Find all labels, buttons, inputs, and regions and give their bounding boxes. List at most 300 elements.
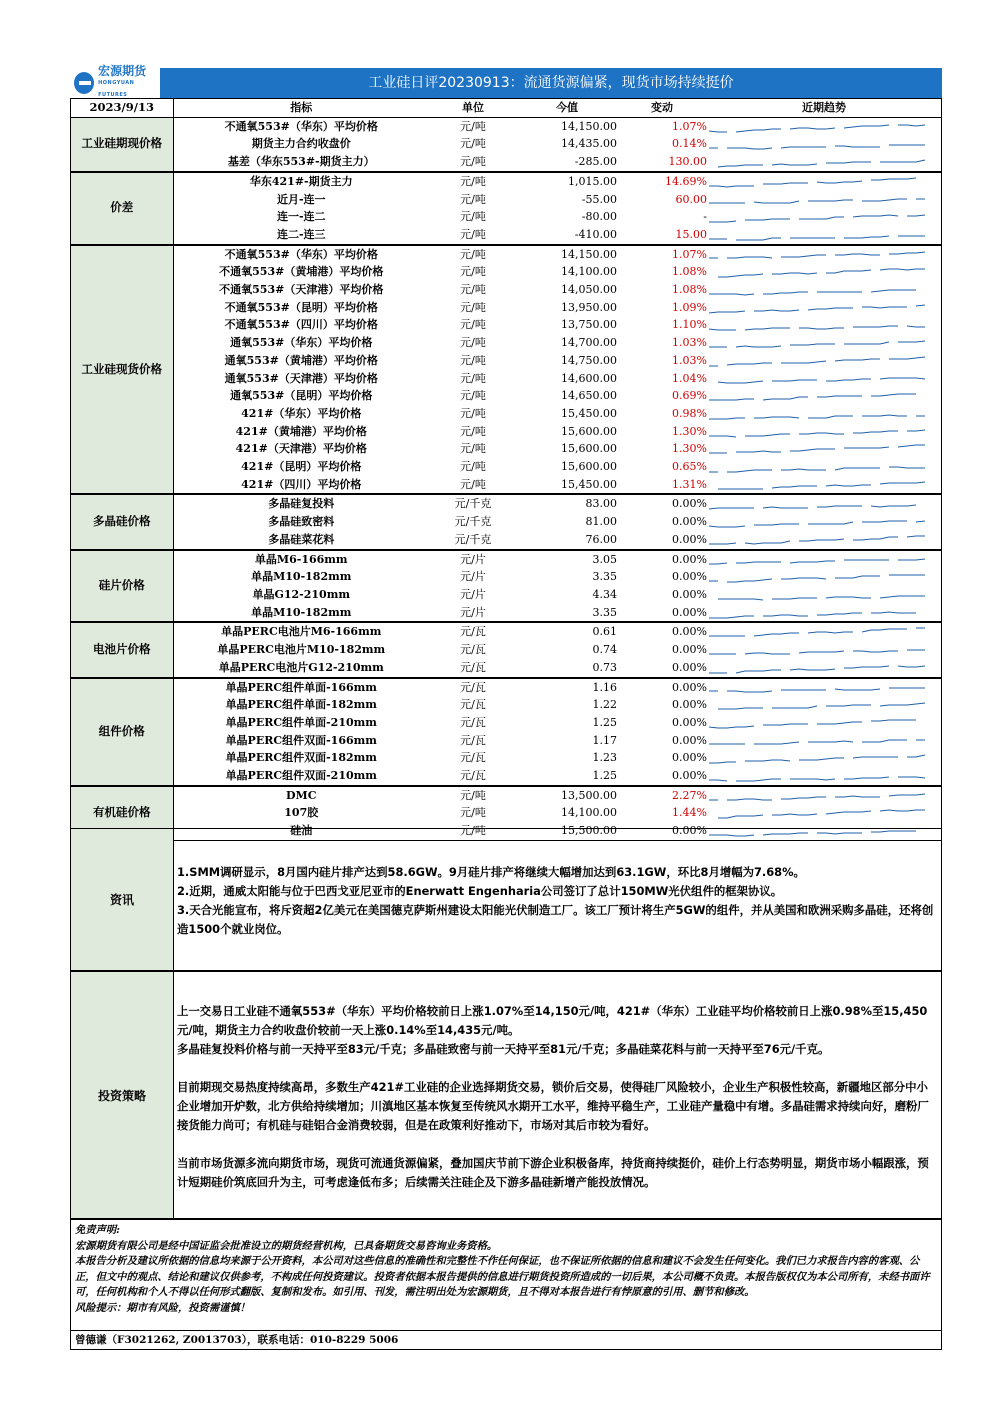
header-unit: 单位	[429, 99, 517, 117]
unit-cell: 元/吨	[460, 155, 486, 169]
unit-cell: 元/瓦	[460, 733, 486, 747]
value-cell: 76.00	[585, 532, 617, 546]
table-row	[71, 334, 941, 352]
indicator-name: 单晶PERC组件双面-166mm	[225, 733, 377, 747]
sparkline-path	[709, 559, 925, 564]
indicator-name: DMC	[173, 786, 429, 805]
table-row	[71, 714, 941, 732]
value-cell: 13,750.00	[561, 318, 617, 332]
sparkline-path	[718, 703, 925, 709]
indicator-name: 421#（四川）平均价格	[241, 477, 362, 491]
value-cell: 15,600.00	[561, 424, 617, 438]
strategy-paragraph: 目前期现交易热度持续高昂，多数生产421#工业硅的企业选择期货交易，锁价后交易，使得硅厂风险较小，企业生产积极性较高，新疆地区部分中小企业增加开炉数，北方供给持续增加；川滇地区基本恢复至传统风水期开工水平，维持平稳生产，工业硅产量稳中有增。多晶硅需求持续向好，磨粉厂接货能力尚可；有机硅与硅铝合金消费较弱，但是在政策利好推动下，市场对其后市较为看好。	[177, 1080, 929, 1132]
value-cell: 4.34	[592, 587, 617, 601]
sparkline-path	[709, 755, 925, 763]
unit-cell: 元/千克	[454, 515, 492, 529]
table-row	[71, 786, 941, 805]
sparkline	[707, 570, 929, 584]
change-cell: 1.03%	[672, 353, 707, 367]
indicator-name: 不通氧553#（华东）平均价格	[173, 245, 429, 264]
sparkline	[707, 283, 929, 297]
indicator-name: 基差（华东553#-期货主力）	[227, 155, 375, 169]
sparkline	[707, 228, 929, 242]
sparkline-path	[709, 341, 925, 347]
indicator-name: 421#（天津港）平均价格	[235, 442, 367, 456]
sparkline	[707, 751, 929, 765]
sparkline-path	[709, 777, 925, 781]
sparkline-path	[709, 794, 925, 800]
indicator-name: 单晶PERC电池片G12-210mm	[218, 660, 384, 674]
sparkline	[707, 336, 929, 350]
table-row	[71, 316, 941, 334]
sparkline	[707, 643, 929, 657]
sparkline-path	[718, 269, 925, 277]
indicator-name: 不通氧553#（华东）平均价格	[224, 119, 378, 133]
indicator-name: 单晶PERC电池片M6-166mm	[173, 622, 429, 641]
indicator-name: 421#（昆明）平均价格	[241, 460, 362, 474]
sparkline	[707, 318, 929, 332]
indicator-name: 通氧553#（昆明）平均价格	[230, 389, 373, 403]
sparkline	[707, 588, 929, 602]
unit-cell: 元/吨	[460, 824, 486, 838]
logo-icon	[74, 72, 94, 94]
logo-text: 宏源期货	[98, 64, 147, 78]
table-row	[71, 767, 941, 786]
table-row	[71, 641, 941, 659]
unit-cell: 元/吨	[460, 192, 486, 206]
sparkline	[707, 371, 929, 385]
indicator-name: 通氧553#（华东）平均价格	[230, 336, 373, 350]
change-cell: 0.14%	[672, 137, 707, 151]
value-cell: 14,600.00	[561, 371, 617, 385]
sparkline-path	[709, 445, 925, 453]
disclaimer-line: 宏源期货有限公司是经中国证监会批准设立的期货经营机构，已具备期货交易咨询业务资格。	[75, 1239, 498, 1252]
change-cell: 0.00%	[672, 698, 707, 712]
value-cell: 1.23	[592, 751, 617, 765]
change-cell: 0.00%	[617, 622, 707, 641]
change-cell: 0.00%	[672, 587, 707, 601]
indicator-name: 单晶M10-182mm	[251, 605, 352, 619]
value-cell: 14,100.00	[561, 806, 617, 820]
risk-warning: 风险提示：期市有风险，投资需谨慎！	[75, 1301, 251, 1314]
unit-cell: 元/吨	[460, 336, 486, 350]
sparkline-path	[709, 521, 925, 527]
value-cell: 83.00	[517, 494, 617, 513]
sparkline	[707, 497, 929, 511]
table-row	[71, 370, 941, 388]
category-label: 电池片价格	[71, 622, 173, 677]
category-label: 工业硅期现价格	[71, 117, 173, 172]
sparkline-path	[718, 482, 925, 489]
sparkline-path	[709, 415, 925, 419]
unit-cell: 元/吨	[460, 460, 486, 474]
table-row	[71, 550, 941, 569]
table-row	[71, 732, 941, 750]
table-row	[71, 245, 941, 264]
indicator-name: 通氧553#（黄埔港）平均价格	[224, 353, 378, 367]
sparkline	[707, 716, 929, 730]
change-cell: 1.30%	[672, 442, 707, 456]
unit-cell: 元/千克	[429, 494, 517, 513]
strategy-paragraph: 上一交易日工业硅不通氧553#（华东）平均价格较前日上涨1.07%至14,150元/吨，421#（华东）工业硅平均价格较前日上涨0.98%至15,450元/吨，期货主力合约收盘价较前一天上涨0.14%至14,435元/吨。	[177, 1004, 928, 1037]
value-cell: 0.61	[517, 622, 617, 641]
disclaimer	[70, 1219, 942, 1331]
indicator-name: 421#（华东）平均价格	[241, 406, 362, 420]
table-row	[71, 387, 941, 405]
unit-cell: 元/瓦	[460, 660, 486, 674]
value-cell: 14,150.00	[517, 245, 617, 264]
unit-cell: 元/吨	[460, 477, 486, 491]
indicator-name: 单晶PERC组件双面-210mm	[225, 769, 377, 783]
unit-cell: 元/片	[460, 570, 486, 584]
news-item: 3.天合光能宣布，将斥资超2亿美元在美国德克萨斯州建设太阳能光伏制造工厂。该工厂预计将生产5GW的组件，并从美国和欧洲采购多晶硅，还将创造1500个就业岗位。	[177, 903, 934, 936]
news-item: 2.近期，通威太阳能与位于巴西戈亚尼亚市的Enerwatt Engenharia公司签订了总计150MW光伏组件的框架协议。	[177, 884, 783, 898]
table-row	[71, 622, 941, 641]
sparkline	[707, 533, 929, 547]
sparkline-path	[709, 575, 925, 582]
unit-cell: 元/吨	[460, 227, 486, 241]
sparkline	[707, 407, 929, 421]
indicator-name: 107胶	[284, 806, 319, 820]
value-cell: 1.16	[517, 678, 617, 697]
table-row	[71, 263, 941, 281]
value-cell: 1.22	[592, 698, 617, 712]
change-cell: 1.10%	[672, 318, 707, 332]
change-cell: 0.65%	[672, 460, 707, 474]
unit-cell: 元/吨	[429, 245, 517, 264]
change-cell: 0.00%	[672, 570, 707, 584]
sparkline	[707, 698, 929, 712]
table-row	[71, 405, 941, 423]
sparkline-path	[709, 430, 925, 437]
change-cell: 0.00%	[672, 532, 707, 546]
table-row	[71, 531, 941, 550]
sparkline	[707, 210, 929, 224]
table-row	[71, 458, 941, 476]
value-cell: 3.35	[592, 605, 617, 619]
sparkline-path	[709, 688, 925, 692]
change-cell: 0.00%	[672, 605, 707, 619]
unit-cell: 元/吨	[429, 172, 517, 191]
unit-cell: 元/瓦	[460, 698, 486, 712]
indicator-name: 多晶硅复投料	[173, 494, 429, 513]
category-label: 价差	[71, 172, 173, 245]
change-cell: 0.98%	[672, 406, 707, 420]
sparkline-path	[709, 290, 925, 295]
change-cell: 0.00%	[672, 643, 707, 657]
sparkline-path	[709, 326, 925, 330]
unit-cell: 元/吨	[460, 424, 486, 438]
change-cell: 0.69%	[672, 389, 707, 403]
header-value: 今值	[517, 99, 617, 117]
sparkline-path	[709, 145, 925, 149]
change-cell: 1.09%	[672, 300, 707, 314]
indicator-name: 不通氧553#（昆明）平均价格	[224, 300, 378, 314]
indicator-name: 不通氧553#（黄埔港）平均价格	[219, 265, 384, 279]
change-cell: 1.04%	[672, 371, 707, 385]
header-change: 变动	[617, 99, 707, 117]
sparkline	[707, 680, 929, 694]
unit-cell: 元/千克	[454, 532, 492, 546]
sparkline-path	[709, 357, 925, 366]
sparkline-path	[709, 536, 925, 544]
value-cell: 14,750.00	[561, 353, 617, 367]
change-cell: 1.44%	[672, 806, 707, 820]
unit-cell: 元/吨	[460, 119, 486, 133]
indicator-name: 单晶PERC电池片M10-182mm	[217, 643, 386, 657]
indicator-name: 421#（黄埔港）平均价格	[235, 424, 367, 438]
unit-cell: 元/瓦	[429, 622, 517, 641]
indicator-name: 单晶G12-210mm	[252, 587, 350, 601]
sparkline-path	[709, 125, 925, 132]
header-trend: 近期趋势	[707, 99, 941, 117]
sparkline	[707, 733, 929, 747]
sparkline-path	[709, 628, 925, 636]
table-row	[71, 423, 941, 441]
sparkline	[707, 137, 929, 151]
value-cell: -285.00	[574, 155, 617, 169]
sparkline	[707, 301, 929, 315]
unit-cell: 元/瓦	[460, 769, 486, 783]
change-cell: 14.69%	[617, 172, 707, 191]
table-row	[71, 696, 941, 714]
value-cell: 1,015.00	[517, 172, 617, 191]
sparkline	[707, 354, 929, 368]
unit-cell: 元/吨	[460, 353, 486, 367]
sparkline	[707, 155, 929, 169]
unit-cell: 元/瓦	[460, 643, 486, 657]
change-cell: 1.08%	[672, 283, 707, 297]
table-row	[71, 191, 941, 209]
indicator-name: 期货主力合约收盘价	[251, 137, 351, 151]
unit-cell: 元/吨	[460, 406, 486, 420]
sparkline	[707, 120, 929, 134]
sparkline	[707, 769, 929, 783]
unit-cell: 元/吨	[460, 318, 486, 332]
table-row	[71, 749, 941, 767]
unit-cell: 元/瓦	[460, 751, 486, 765]
change-cell: 0.00%	[617, 678, 707, 697]
change-cell: 1.03%	[672, 336, 707, 350]
table-row	[71, 604, 941, 623]
value-cell: 81.00	[585, 515, 617, 529]
sparkline	[707, 247, 929, 261]
price-table	[71, 99, 941, 840]
unit-cell: 元/瓦	[429, 678, 517, 697]
sparkline-path	[718, 596, 925, 600]
change-cell: 1.30%	[672, 424, 707, 438]
report-header	[70, 64, 942, 98]
sparkline	[707, 265, 929, 279]
value-cell: 15,450.00	[561, 406, 617, 420]
sparkline-path	[709, 467, 925, 472]
unit-cell: 元/吨	[460, 442, 486, 456]
value-cell: 13,950.00	[561, 300, 617, 314]
sparkline-path	[709, 612, 925, 618]
table-row	[71, 494, 941, 513]
unit-cell: 元/吨	[460, 283, 486, 297]
sparkline-path	[709, 666, 925, 673]
change-cell: 0.00%	[672, 660, 707, 674]
value-cell: 0.73	[592, 660, 617, 674]
unit-cell: 元/片	[460, 587, 486, 601]
sparkline-path	[718, 160, 925, 167]
value-cell: 14,150.00	[561, 119, 617, 133]
unit-cell: 元/瓦	[460, 715, 486, 729]
indicator-name: 单晶PERC组件单面-210mm	[225, 715, 377, 729]
value-cell: 15,500.00	[561, 824, 617, 838]
value-cell: 14,700.00	[561, 336, 617, 350]
table-row	[71, 659, 941, 678]
company-logo	[70, 64, 160, 98]
sparkline-path	[709, 215, 925, 222]
table-row	[71, 352, 941, 370]
indicator-name: 单晶PERC组件双面-182mm	[225, 751, 377, 765]
sparkline	[707, 806, 929, 820]
sparkline	[707, 192, 929, 206]
sparkline-path	[709, 650, 925, 654]
sparkline-path	[709, 740, 925, 744]
sparkline	[707, 478, 929, 492]
sparkline-path	[718, 810, 925, 818]
sparkline-path	[709, 720, 925, 728]
change-cell: 0.00%	[672, 751, 707, 765]
change-cell: 15.00	[675, 227, 707, 241]
value-cell: -55.00	[581, 192, 617, 206]
unit-cell: 元/吨	[460, 371, 486, 385]
unit-cell: 元/片	[429, 550, 517, 569]
table-row	[71, 586, 941, 604]
change-cell: 0.00%	[672, 769, 707, 783]
table-row	[71, 804, 941, 822]
value-cell: 15,600.00	[561, 442, 617, 456]
indicator-name: 华东421#-期货主力	[173, 172, 429, 191]
change-cell: 130.00	[668, 155, 707, 169]
author-contact: 曾德谦（F3021262, Z0013703），联系电话：010-8229 5006	[70, 1331, 942, 1350]
unit-cell: 元/片	[460, 605, 486, 619]
table-row	[71, 513, 941, 531]
change-cell: 1.07%	[672, 119, 707, 133]
news-item: 1.SMM调研显示，8月国内硅片排产达到58.6GW。9月硅片排产将继续大幅增加达到63.1GW，环比8月增幅为7.68%。	[177, 865, 805, 879]
change-cell: 1.08%	[672, 265, 707, 279]
value-cell: -80.00	[581, 210, 617, 224]
category-label: 硅片价格	[71, 550, 173, 623]
header-indicator: 指标	[173, 99, 429, 117]
value-cell: 14,050.00	[561, 283, 617, 297]
unit-cell: 元/吨	[460, 210, 486, 224]
value-cell: 0.74	[592, 643, 617, 657]
table-row	[71, 172, 941, 191]
indicator-name: 硅油	[290, 824, 313, 838]
category-label: 多晶硅价格	[71, 494, 173, 549]
unit-cell: 元/吨	[460, 265, 486, 279]
change-cell: 1.07%	[617, 245, 707, 264]
sparkline-path	[709, 236, 925, 240]
table-row	[71, 153, 941, 172]
value-cell: 14,100.00	[561, 265, 617, 279]
change-cell: 0.00%	[672, 515, 707, 529]
indicator-name: 单晶M10-182mm	[251, 570, 352, 584]
table-row	[71, 135, 941, 153]
sparkline-path	[709, 252, 925, 258]
sparkline-path	[718, 378, 925, 383]
table-row	[71, 440, 941, 458]
value-cell: 3.35	[592, 570, 617, 584]
indicator-name: 单晶PERC组件单面-182mm	[225, 698, 377, 712]
table-row	[71, 299, 941, 317]
sparkline	[707, 425, 929, 439]
disclaimer-line: 本报告分析及建议所依据的信息均来源于公开资料，本公司对这些信息的准确性和完整性不作任何保证，也不保证所依据的信息和建议不会发生任何变化。我们已力求报告内容的客观、公正，但文中的观点、结论和建议仅供参考，不构成任何投资建议。投资者依据本报告提供的信息进行期货投资所造成的一切后果，本公司概不负责。本报告版权仅为本公司所有，未经书面许可，任何机构和个人不得以任何形式翻版、复制和发布。如引用、刊发，需注明出处为宏源期货，且不得对本报告进行有悖原意的引用、删节和修改。	[75, 1255, 930, 1299]
disclaimer-title: 免责声明:	[75, 1224, 120, 1236]
indicator-name: 多晶硅菜花料	[268, 532, 335, 546]
sparkline	[707, 515, 929, 529]
table-row	[71, 117, 941, 135]
sparkline-path	[709, 305, 925, 313]
change-cell: 1.31%	[672, 477, 707, 491]
change-cell: 0.00%	[617, 494, 707, 513]
change-cell: -	[703, 210, 707, 224]
category-label: 组件价格	[71, 678, 173, 786]
category-label: 工业硅现货价格	[71, 245, 173, 495]
category-label: 有机硅价格	[71, 786, 173, 840]
sparkline-path	[709, 393, 925, 400]
sparkline	[707, 661, 929, 675]
indicator-name: 连一-连二	[276, 210, 326, 224]
sparkline-path	[709, 178, 925, 187]
change-cell: 60.00	[675, 192, 707, 206]
value-cell: 1.25	[592, 715, 617, 729]
indicator-name: 不通氧553#（天津港）平均价格	[219, 283, 384, 297]
sparkline	[707, 175, 929, 189]
sparkline	[707, 460, 929, 474]
indicator-name: 单晶PERC组件单面-166mm	[173, 678, 429, 697]
sparkline	[707, 789, 929, 803]
change-cell: 2.27%	[617, 786, 707, 805]
indicator-name: 通氧553#（天津港）平均价格	[224, 371, 378, 385]
table-row	[71, 281, 941, 299]
unit-cell: 元/吨	[429, 786, 517, 805]
value-cell: -410.00	[574, 227, 617, 241]
table-row	[71, 568, 941, 586]
unit-cell: 元/吨	[460, 300, 486, 314]
table-row	[71, 226, 941, 245]
unit-cell: 元/吨	[460, 389, 486, 403]
value-cell: 1.25	[592, 769, 617, 783]
sparkline-path	[709, 505, 925, 509]
table-header-row	[71, 99, 941, 117]
indicator-name: 连二-连三	[276, 227, 326, 241]
change-cell: 0.00%	[672, 824, 707, 838]
news-label: 资讯	[71, 829, 174, 970]
price-table-container	[70, 98, 942, 841]
sparkline	[707, 625, 929, 639]
sparkline-path	[709, 199, 925, 203]
table-row	[71, 476, 941, 495]
value-cell: 1.17	[592, 733, 617, 747]
value-cell: 14,650.00	[561, 389, 617, 403]
change-cell: 0.00%	[672, 715, 707, 729]
value-cell: 3.05	[517, 550, 617, 569]
strategy-label: 投资策略	[71, 972, 174, 1218]
strategy-paragraph: 多晶硅复投料价格与前一天持平至83元/千克；多晶硅致密与前一天持平至81元/千克；多晶硅菜花料与前一天持平至76元/千克。	[177, 1042, 830, 1056]
value-cell: 14,435.00	[561, 137, 617, 151]
indicator-name: 不通氧553#（四川）平均价格	[224, 318, 378, 332]
sparkline	[707, 606, 929, 620]
strategy-section	[70, 971, 942, 1219]
indicator-name: 单晶M6-166mm	[173, 550, 429, 569]
sparkline	[707, 552, 929, 566]
change-cell: 0.00%	[672, 733, 707, 747]
